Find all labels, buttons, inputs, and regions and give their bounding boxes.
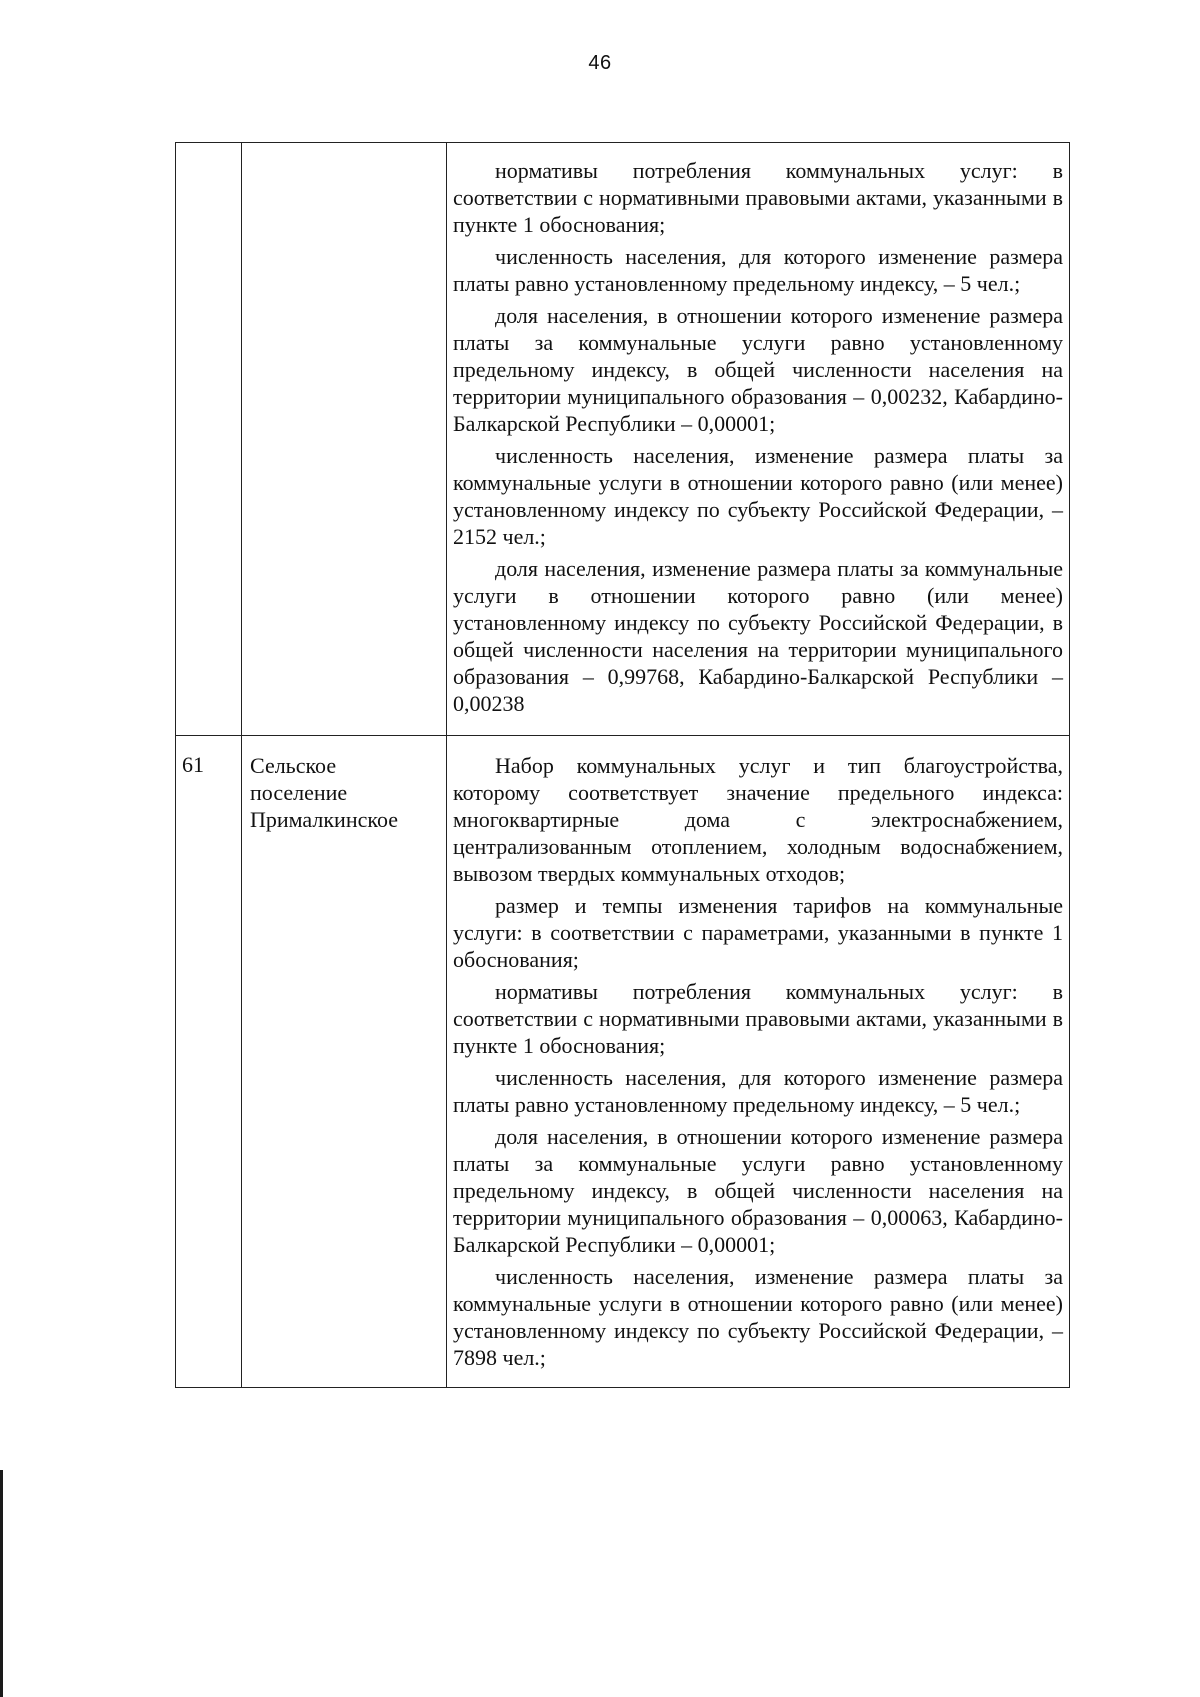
page-number: 46 <box>588 52 612 74</box>
paragraph: нормативы потребления коммунальных услуг: в соответствии с нормативными правовыми актами, указанными в пункте 1 обоснования; <box>453 158 1063 237</box>
paragraph: доля населения, в отношении которого изменение размера платы за коммунальные услуги равно установленному предельному индексу, в общей численности населения на территории муниципального образования – 0,00063, Кабардино-Балкарской Республики – 0,00001; <box>453 1124 1063 1257</box>
paragraph: доля населения, в отношении которого изменение размера платы за коммунальные услуги равно установленному предельному индексу, в общей численности населения на территории муниципального образования – 0,00232, Кабардино-Балкарской Республики – 0,00001; <box>453 303 1063 436</box>
paragraph: численность населения, изменение размера платы за коммунальные услуги в отношении которого равно (или менее) установленному индексу по субъекту Российской Федерации, – 7898 чел.; <box>453 1264 1063 1370</box>
description-cell <box>447 143 1070 736</box>
row-number-cell: 61 <box>176 736 242 1388</box>
paragraph: доля населения, изменение размера платы за коммунальные услуги в отношении которого равно (или менее) установленному индексу по субъекту Российской Федерации, в общей численности населения на территории муниципального образования – 0,99768, Кабардино-Балкарской Республики – 0,00238 <box>453 556 1063 716</box>
paragraph: нормативы потребления коммунальных услуг: в соответствии с нормативными правовыми актами, указанными в пункте 1 обоснования; <box>453 979 1063 1058</box>
municipality-name-line: Сельское <box>250 753 337 778</box>
description-cell <box>447 736 1070 1388</box>
paragraph: размер и темпы изменения тарифов на коммунальные услуги: в соответствии с параметрами, указанными в пункте 1 обоснования; <box>453 893 1063 972</box>
municipality-table <box>175 142 1070 1388</box>
municipality-name-cell <box>242 143 447 736</box>
row-number-cell <box>176 143 242 736</box>
paragraph: численность населения, изменение размера платы за коммунальные услуги в отношении которого равно (или менее) установленному индексу по субъекту Российской Федерации, – 2152 чел.; <box>453 443 1063 549</box>
paragraph: Набор коммунальных услуг и тип благоустройства, которому соответствует значение предельного индекса: многоквартирные дома с электроснабжением, централизованным отоплением, холодным водоснабжением, вывозом твердых коммунальных отходов; <box>453 753 1063 886</box>
scan-edge-mark <box>0 1470 3 1697</box>
municipality-name-line: Прималкинское <box>250 807 398 832</box>
paragraph: численность населения, для которого изменение размера платы равно установленному предельному индексу, – 5 чел.; <box>453 1065 1063 1117</box>
municipality-name-line: поселение <box>250 780 348 805</box>
table-row-61 <box>176 736 1070 1388</box>
table-row-continuation <box>176 143 1070 736</box>
municipality-name-cell <box>242 736 447 1388</box>
paragraph: численность населения, для которого изменение размера платы равно установленному предельному индексу, – 5 чел.; <box>453 244 1063 296</box>
